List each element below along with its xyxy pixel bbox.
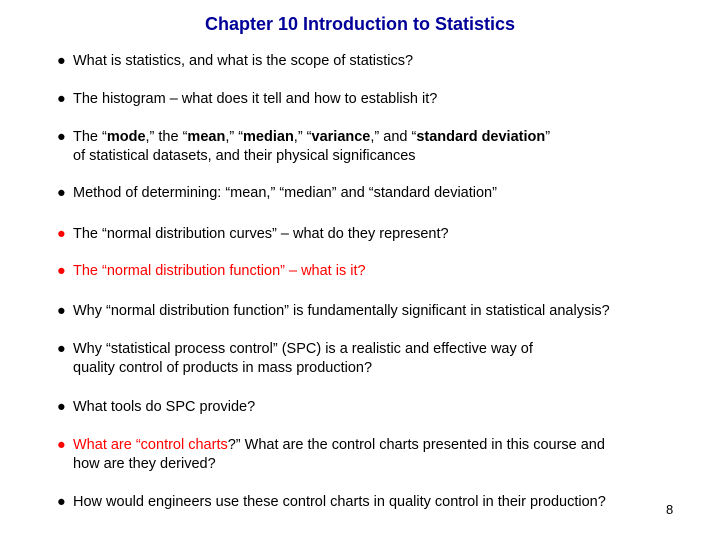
bullet-text: Method of determining: “mean,” “median” and “standard deviation” bbox=[73, 185, 497, 201]
list-item bbox=[57, 262, 677, 281]
bullet-text: How would engineers use these control charts in quality control in their production? bbox=[73, 494, 606, 510]
bullet-text-part: The “ bbox=[73, 129, 107, 145]
list-item bbox=[57, 52, 677, 71]
bullet-icon: ● bbox=[57, 263, 66, 279]
bullet-text-continuation: of statistical datasets, and their physical significances bbox=[73, 148, 416, 164]
term-variance: variance bbox=[311, 129, 371, 145]
bullet-text: The “normal distribution curves” – what do they represent? bbox=[73, 226, 449, 242]
term-mean: mean bbox=[187, 129, 226, 145]
bullet-text-part: ,” “ bbox=[293, 129, 312, 145]
bullet-icon: ● bbox=[57, 129, 66, 145]
list-item bbox=[57, 302, 677, 321]
list-item bbox=[57, 184, 677, 203]
list-item bbox=[57, 225, 677, 244]
bullet-icon: ● bbox=[57, 303, 66, 319]
bullet-icon: ● bbox=[57, 53, 66, 69]
list-item bbox=[57, 128, 677, 166]
bullet-icon: ● bbox=[57, 399, 66, 415]
list-item bbox=[57, 398, 677, 417]
bullet-text-part: ” bbox=[545, 129, 551, 145]
bullet-icon: ● bbox=[57, 437, 66, 453]
bullet-icon: ● bbox=[57, 494, 66, 510]
bullet-text-part: ,” “ bbox=[225, 129, 244, 145]
page-title: Chapter 10 Introduction to Statistics bbox=[204, 14, 516, 34]
bullet-text-continuation: quality control of products in mass production? bbox=[73, 360, 373, 376]
list-item bbox=[57, 493, 677, 512]
list-item bbox=[57, 90, 677, 109]
term-standard-deviation: standard deviation bbox=[416, 129, 546, 145]
list-item bbox=[57, 340, 677, 378]
bullet-text-continuation: how are they derived? bbox=[73, 456, 216, 472]
bullet-text: The histogram – what does it tell and how to establish it? bbox=[73, 91, 438, 107]
bullet-icon: ● bbox=[57, 226, 66, 242]
bullet-icon: ● bbox=[57, 341, 66, 357]
bullet-icon: ● bbox=[57, 185, 66, 201]
bullet-text-part: ,” and “ bbox=[370, 129, 417, 145]
bullet-text-part: ,” the “ bbox=[145, 129, 188, 145]
term-mode: mode bbox=[106, 129, 146, 145]
list-item bbox=[57, 436, 677, 474]
bullet-text: Why “statistical process control” (SPC) is a realistic and effective way of bbox=[73, 341, 533, 357]
bullet-text-part: ?” What are the control charts presented in this course and bbox=[227, 437, 605, 453]
page-number: 8 bbox=[666, 502, 674, 517]
bullet-text: What is statistics, and what is the scope of statistics? bbox=[73, 53, 414, 69]
bullet-text-highlight: What are “control charts bbox=[73, 437, 228, 453]
term-median: median bbox=[243, 129, 294, 145]
bullet-text: What tools do SPC provide? bbox=[73, 399, 256, 415]
bullet-text: Why “normal distribution function” is fundamentally significant in statistical analysis? bbox=[73, 303, 610, 319]
bullet-icon: ● bbox=[57, 91, 66, 107]
bullet-text: The “normal distribution function” – what is it? bbox=[73, 263, 366, 279]
